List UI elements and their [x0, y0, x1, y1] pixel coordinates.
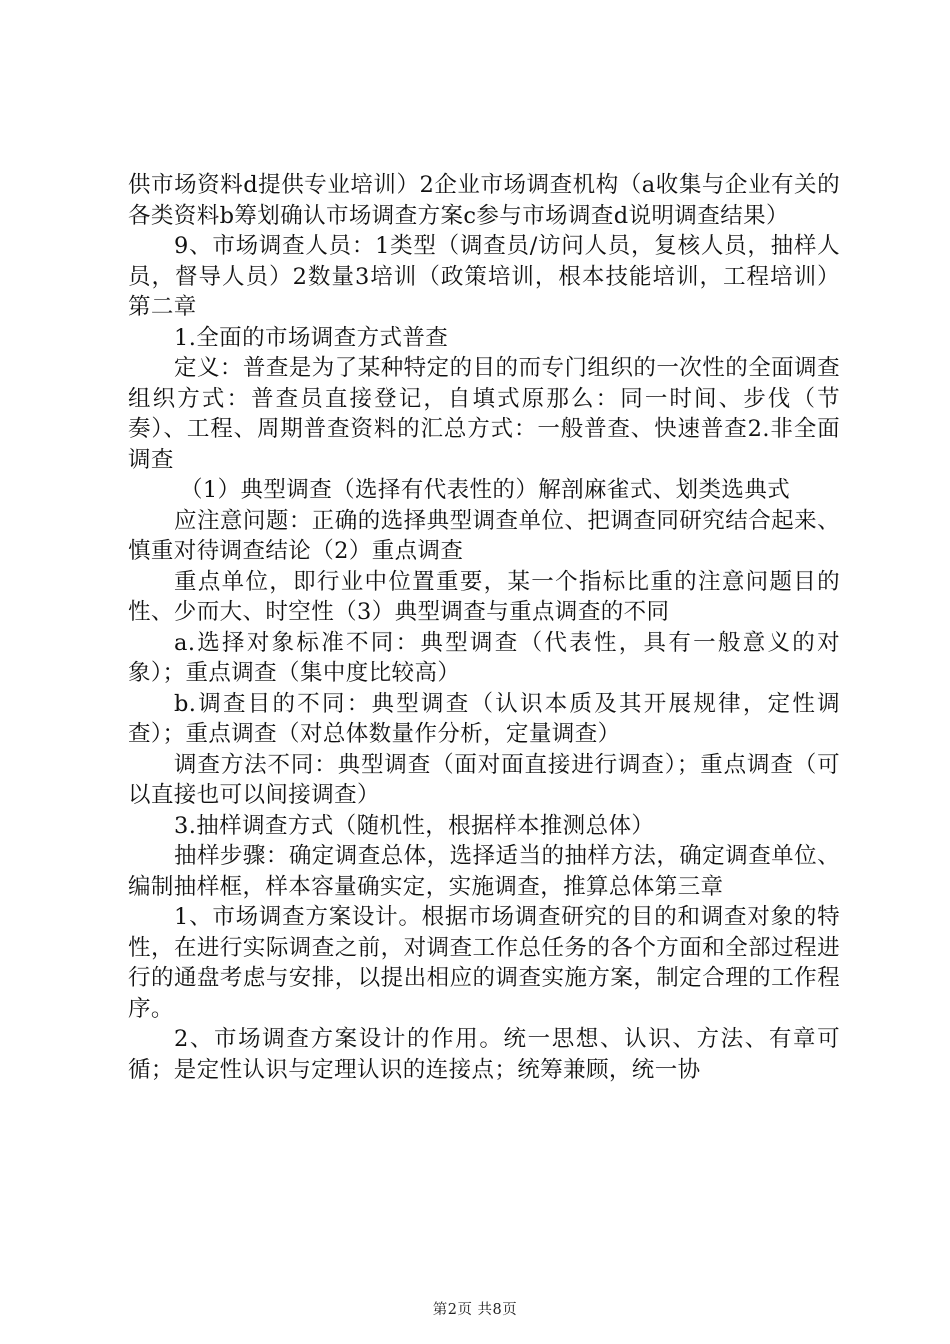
paragraph: b.调查目的不同：典型调查（认识本质及其开展规律，定性调查）；重点调查（对总体数量作分析，定量调查）	[128, 690, 840, 747]
paragraph: 调查方法不同：典型调查（面对面直接进行调查）；重点调查（可以直接也可以间接调查）	[128, 751, 840, 808]
paragraph: 1.全面的市场调查方式普查	[174, 324, 449, 351]
paragraph: 3.抽样调查方式（随机性，根据样本推测总体）	[174, 812, 655, 839]
paragraph: （1）典型调查（选择有代表性的）解剖麻雀式、划类选典式	[180, 477, 791, 503]
paragraph: 定义：普查是为了某种特定的目的而专门组织的一次性的全面调查组织方式：普查员直接登记，自填式原那么：同一时间、步伐（节奏）、工程、周期普查资料的汇总方式：一般普查、快速普查2.非全面调查	[128, 355, 840, 473]
paragraph: 抽样步骤：确定调查总体，选择适当的抽样方法，确定调查单位、编制抽样框，样本容量确实定，实施调查，推算总体第三章	[128, 843, 840, 900]
paragraph: 供市场资料d提供专业培训）2企业市场调查机构（a收集与企业有关的各类资料b筹划确认市场调查方案c参与市场调查d说明调查结果）	[128, 172, 840, 229]
paragraph: 2、市场调查方案设计的作用。统一思想、认识、方法、有章可循；是定性认识与定理认识的连接点；统筹兼顾，统一协	[128, 1026, 840, 1083]
page-footer	[0, 1301, 950, 1319]
document-body	[128, 170, 840, 1085]
paragraph: 9、市场调查人员：1类型（调查员/访问人员，复核人员，抽样人员，督导人员）2数量3培训（政策培训，根本技能培训，工程培训）第二章	[128, 233, 840, 320]
paragraph: 重点单位，即行业中位置重要，某一个指标比重的注意问题目的性、少而大、时空性（3）典型调查与重点调查的不同	[128, 568, 840, 625]
paragraph: 应注意问题：正确的选择典型调查单位、把调查同研究结合起来、慎重对待调查结论（2）重点调查	[128, 507, 840, 564]
paragraph: 1、市场调查方案设计。根据市场调查研究的目的和调查对象的特性，在进行实际调查之前，对调查工作总任务的各个方面和全部过程进行的通盘考虑与安排，以提出相应的调查实施方案，制定合理的工作程序。	[128, 904, 840, 1022]
page-number: 第2页 共8页	[432, 1302, 518, 1318]
paragraph: a.选择对象标准不同：典型调查（代表性，具有一般意义的对象）；重点调查（集中度比较高）	[128, 629, 840, 686]
